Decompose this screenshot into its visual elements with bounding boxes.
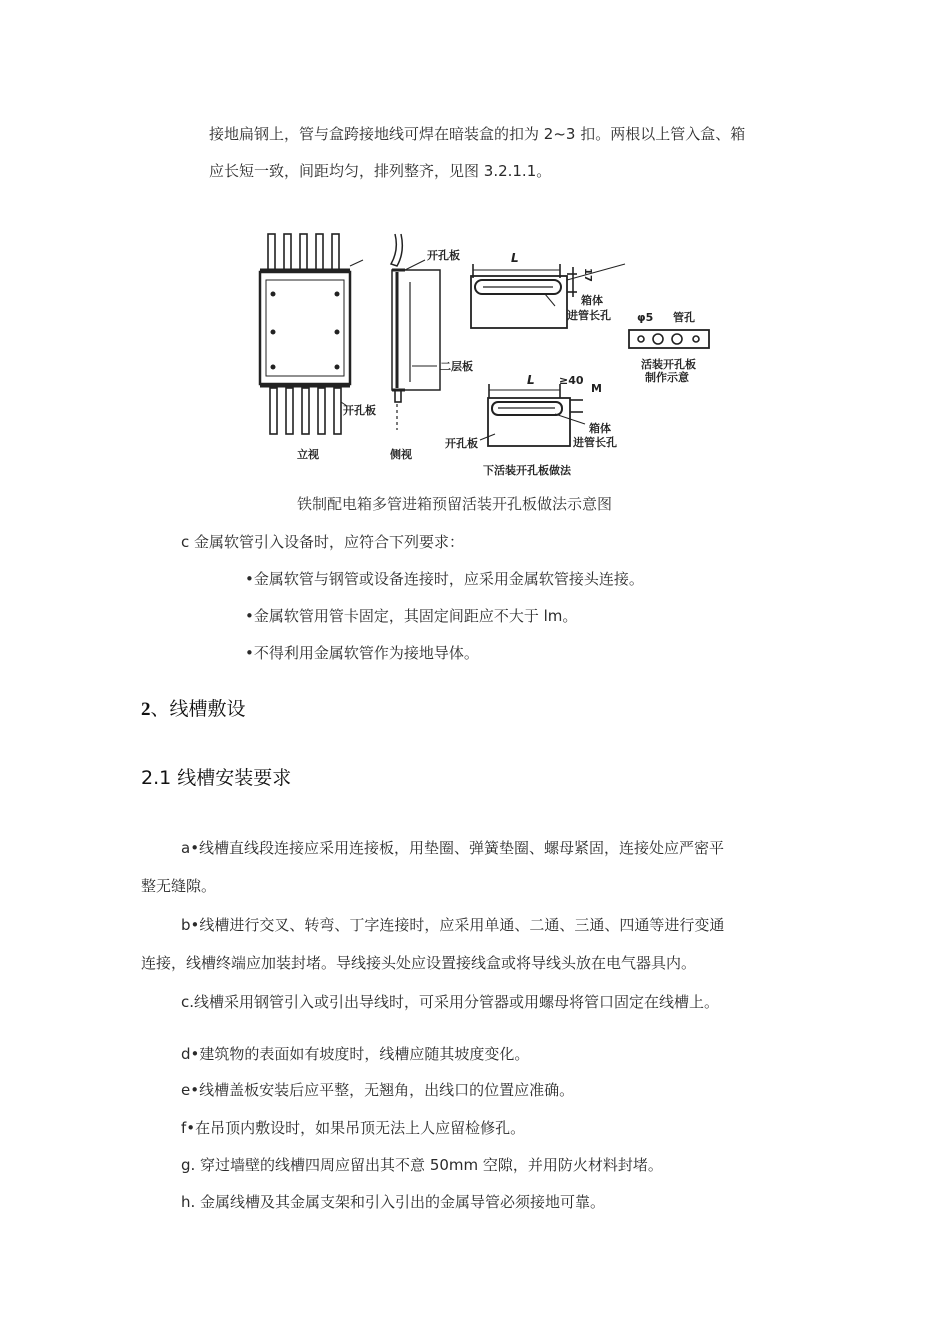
front-view-pipes-top <box>268 234 339 272</box>
label-huozhuang-1: 活装开孔板 <box>641 358 696 371</box>
paragraph-b-line-1: b•线槽进行交叉、转弯、丁字连接时，应采用单通、二通、三通、四通等进行变通 <box>181 916 725 934</box>
label-dim-top: 17 <box>582 268 593 282</box>
label-L-bottom: L <box>527 373 535 387</box>
label-phi5: φ5 <box>637 311 654 324</box>
label-xiangti-top: 箱体 <box>581 294 603 307</box>
label-kaikongban-a: 开孔板 <box>427 249 460 262</box>
heading-2-number: 2 <box>141 699 151 720</box>
label-kaikongban-b: 开孔板 <box>343 404 376 417</box>
label-jinguan-top: 进管长孔 <box>567 309 611 322</box>
heading-2 <box>141 699 246 720</box>
distribution-box-diagram <box>255 222 715 490</box>
heading-2-1: 2.1 线槽安装要求 <box>141 767 292 789</box>
label-ge40: ≥40 <box>559 374 584 387</box>
label-erceng: 二层板 <box>440 360 473 373</box>
heading-2-text: 、线槽敷设 <box>150 698 246 720</box>
label-bottom-plate-method: 下活装开孔板做法 <box>483 464 571 477</box>
label-front-view: 立视 <box>297 448 319 461</box>
paragraph-b-line-2: 连接，线槽终端应加装封堵。导线接头处应设置接线盒或将导线头放在电气器具内。 <box>141 954 697 972</box>
front-view-pipes-bottom <box>270 388 341 434</box>
intro-line-2: 应长短一致，间距均匀，排列整齐，见图 3.2.1.1。 <box>209 162 552 180</box>
paragraph-a-line-1: a•线槽直线段连接应采用连接板，用垫圈、弹簧垫圈、螺母紧固，连接处应严密平 <box>181 839 725 857</box>
paragraph-h: h. 金属线槽及其金属支架和引入引出的金属导管必须接地可靠。 <box>181 1193 606 1211</box>
label-side-view: 侧视 <box>390 448 412 461</box>
active-plate-schematic <box>629 330 709 348</box>
paragraph-d: d•建筑物的表面如有坡度时，线槽应随其坡度变化。 <box>181 1045 530 1063</box>
label-xiangti-bottom: 箱体 <box>589 422 611 435</box>
list-item: •不得利用金属软管作为接地导体。 <box>245 644 479 662</box>
label-jinguan-bottom: 进管长孔 <box>573 436 617 449</box>
section-c-title: c 金属软管引入设备时，应符合下列要求： <box>181 533 465 551</box>
label-kaikongban-c: 开孔板 <box>445 437 478 450</box>
label-huozhuang-2: 制作示意 <box>645 371 689 384</box>
intro-line-1: 接地扁钢上，管与盒跨接地线可焊在暗装盒的扣为 2~3 扣。两根以上管入盒、箱 <box>209 125 746 143</box>
label-guankong: 管孔 <box>673 311 695 324</box>
list-item: •金属软管用管卡固定，其固定间距应不大于 lm。 <box>245 607 578 625</box>
side-view <box>391 234 440 430</box>
paragraph-a-line-2: 整无缝隙。 <box>141 877 217 895</box>
list-item: •金属软管与钢管或设备连接时，应采用金属软管接头连接。 <box>245 570 644 588</box>
paragraph-g: g. 穿过墙壁的线槽四周应留出其不意 50mm 空隙，并用防火材料封堵。 <box>181 1156 663 1174</box>
label-L-top: L <box>511 251 519 265</box>
paragraph-f: f•在吊顶内敷设时，如果吊顶无法上人应留检修孔。 <box>181 1119 526 1137</box>
paragraph-c: c.线槽采用钢管引入或引出导线时，可采用分管器或用螺母将管口固定在线槽上。 <box>181 993 720 1011</box>
paragraph-e: e•线槽盖板安装后应平整，无翘角，出线口的位置应准确。 <box>181 1081 575 1099</box>
label-M: M <box>591 382 602 395</box>
figure-caption: 铁制配电箱多管进箱预留活装开孔板做法示意图 <box>297 495 613 513</box>
bottom-hole-plate <box>480 384 585 446</box>
